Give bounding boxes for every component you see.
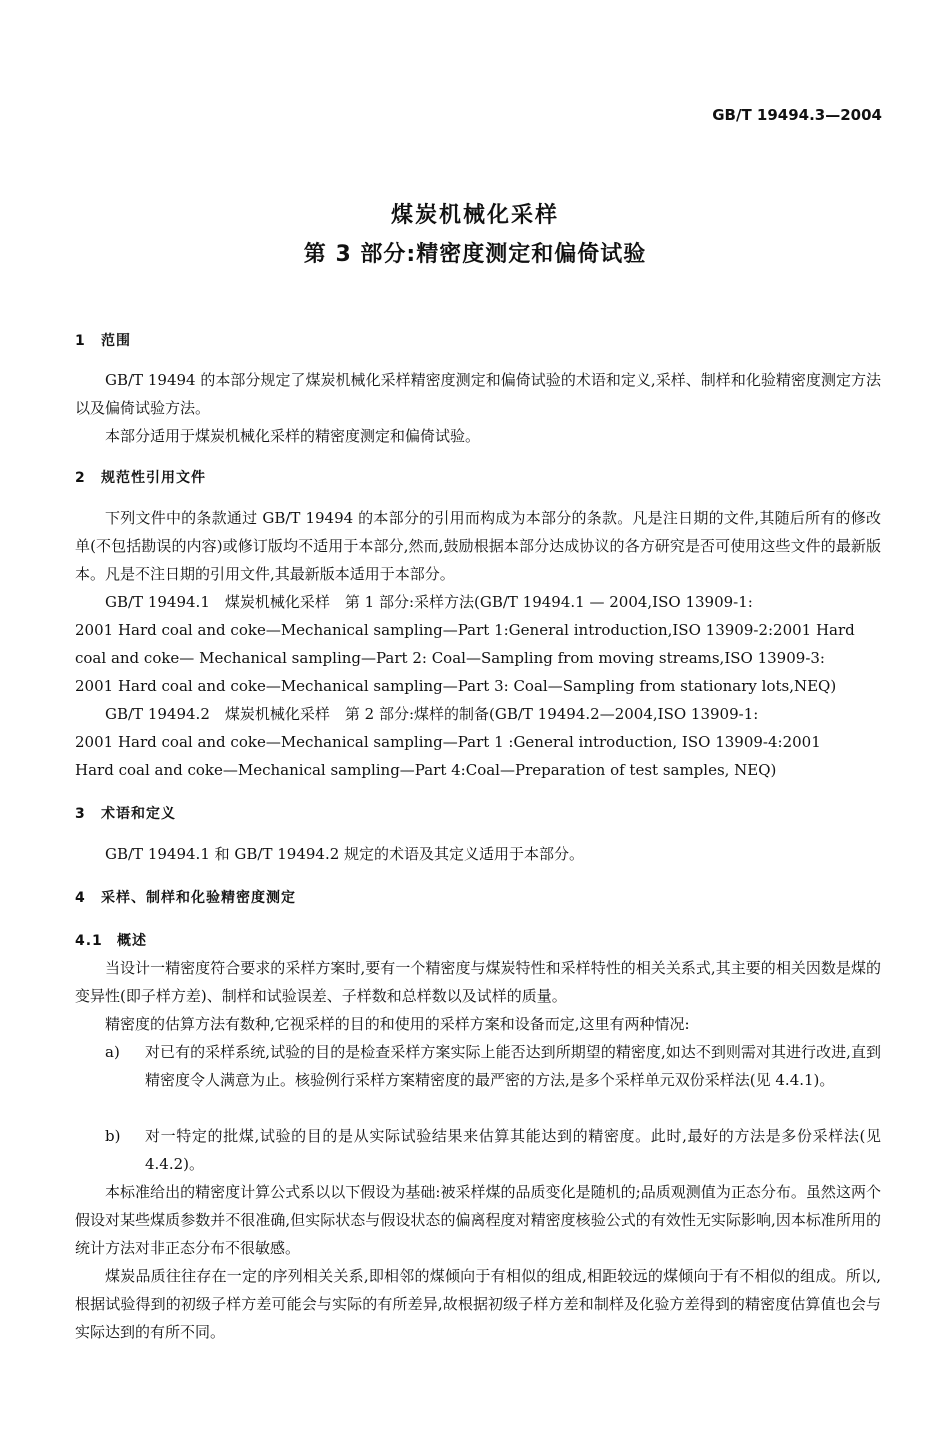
section-number: 2 bbox=[75, 470, 86, 486]
section-4-1-paragraph-2: 精密度的估算方法有数种,它视采样的目的和使用的采样方案和设备而定,这里有两种情况: bbox=[105, 1015, 690, 1033]
reference-1-line-2: 2001 Hard coal and coke—Mechanical sampling—Part 1:General introduction,ISO 13909-2:2001 Hard bbox=[75, 621, 855, 639]
section-title: 术语和定义 bbox=[101, 806, 176, 822]
section-2-paragraph-1: 下列文件中的条款通过 GB/T 19494 的本部分的引用而构成为本部分的条款。凡是注日期的文件,其随后所有的修改单(不包括勘误的内容)或修订版均不适用于本部分,然而,鼓励根据本部分达成协议的各方研究是否可使用这些文件的最新版本。凡是不注日期的引用文件,其最新版本适用于本部分。 bbox=[75, 509, 881, 583]
section-title: 规范性引用文件 bbox=[101, 470, 206, 486]
section-4-1-paragraph-4: 煤炭品质往往存在一定的序列相关关系,即相邻的煤倾向于有相似的组成,相距较远的煤倾向于有不相似的组成。所以,根据试验得到的初级子样方差可能会与实际的有所差异,故根据初级子样方差和制样及化验方差得到的精密度估算值也会与实际达到的有所不同。 bbox=[75, 1267, 881, 1341]
document-code: GB/T 19494.3—2004 bbox=[712, 106, 882, 124]
section-number: 1 bbox=[75, 333, 86, 349]
section-1-paragraph-2: 本部分适用于煤炭机械化采样的精密度测定和偏倚试验。 bbox=[105, 427, 481, 445]
section-title: 采样、制样和化验精密度测定 bbox=[101, 890, 296, 906]
section-1-heading bbox=[75, 330, 131, 350]
list-item-b bbox=[0, 1122, 950, 1178]
section-2-heading bbox=[75, 467, 206, 487]
list-marker: b) bbox=[105, 1127, 121, 1145]
list-item-text: 对已有的采样系统,试验的目的是检查采样方案实际上能否达到所期望的精密度,如达不到则需对其进行改进,直到精密度令人满意为止。核验例行采样方案精密度的最严密的方法,是多个采样单元双份采样法(见 4.4.1)。 bbox=[145, 1043, 881, 1089]
section-4-1-paragraph-1: 当设计一精密度符合要求的采样方案时,要有一个精密度与煤炭特性和采样特性的相关关系式,其主要的相关因数是煤的变异性(即子样方差)、制样和试验误差、子样数和总样数以及试样的质量。 bbox=[75, 959, 881, 1005]
list-marker: a) bbox=[105, 1043, 120, 1061]
reference-1-line-4: 2001 Hard coal and coke—Mechanical sampling—Part 3: Coal—Sampling from stationary lots,NEQ) bbox=[75, 677, 837, 695]
section-number: 4.1 bbox=[75, 933, 103, 949]
reference-1-line-3: coal and coke— Mechanical sampling—Part 2: Coal—Sampling from moving streams,ISO 13909-3: bbox=[75, 649, 825, 667]
list-item-text: 对一特定的批煤,试验的目的是从实际试验结果来估算其能达到的精密度。此时,最好的方法是多份采样法(见 4.4.2)。 bbox=[145, 1127, 881, 1173]
section-1-paragraph-1: GB/T 19494 的本部分规定了煤炭机械化采样精密度测定和偏倚试验的术语和定义,采样、制样和化验精密度测定方法以及偏倚试验方法。 bbox=[75, 371, 881, 417]
list-item-a bbox=[0, 1038, 950, 1122]
section-number: 4 bbox=[75, 890, 86, 906]
section-3-heading bbox=[75, 803, 176, 823]
section-4-heading bbox=[75, 887, 296, 907]
section-number: 3 bbox=[75, 806, 86, 822]
section-3-paragraph-1: GB/T 19494.1 和 GB/T 19494.2 规定的术语及其定义适用于本部分。 bbox=[105, 845, 585, 863]
document-title: 煤炭机械化采样 bbox=[390, 203, 559, 228]
section-4-1-heading bbox=[75, 930, 147, 950]
section-title: 概述 bbox=[117, 933, 147, 949]
section-4-1-paragraph-3: 本标准给出的精密度计算公式系以以下假设为基础:被采样煤的品质变化是随机的;品质观测值为正态分布。虽然这两个假设对某些煤质参数并不很准确,但实际状态与假设状态的偏离程度对精密度核验公式的有效性无实际影响,因本标准所用的统计方法对非正态分布不很敏感。 bbox=[75, 1183, 881, 1257]
reference-2-line-1: GB/T 19494.2 煤炭机械化采样 第 2 部分:煤样的制备(GB/T 19494.2—2004,ISO 13909-1: bbox=[105, 705, 759, 723]
reference-2-line-2: 2001 Hard coal and coke—Mechanical sampling—Part 1 :General introduction, ISO 13909-4:2001 bbox=[75, 733, 821, 751]
reference-2-line-3: Hard coal and coke—Mechanical sampling—Part 4:Coal—Preparation of test samples, NEQ) bbox=[75, 761, 777, 779]
reference-1-line-1: GB/T 19494.1 煤炭机械化采样 第 1 部分:采样方法(GB/T 19494.1 — 2004,ISO 13909-1: bbox=[105, 593, 753, 611]
document-subtitle: 第 3 部分:精密度测定和偏倚试验 bbox=[303, 242, 647, 267]
section-title: 范围 bbox=[101, 333, 131, 349]
